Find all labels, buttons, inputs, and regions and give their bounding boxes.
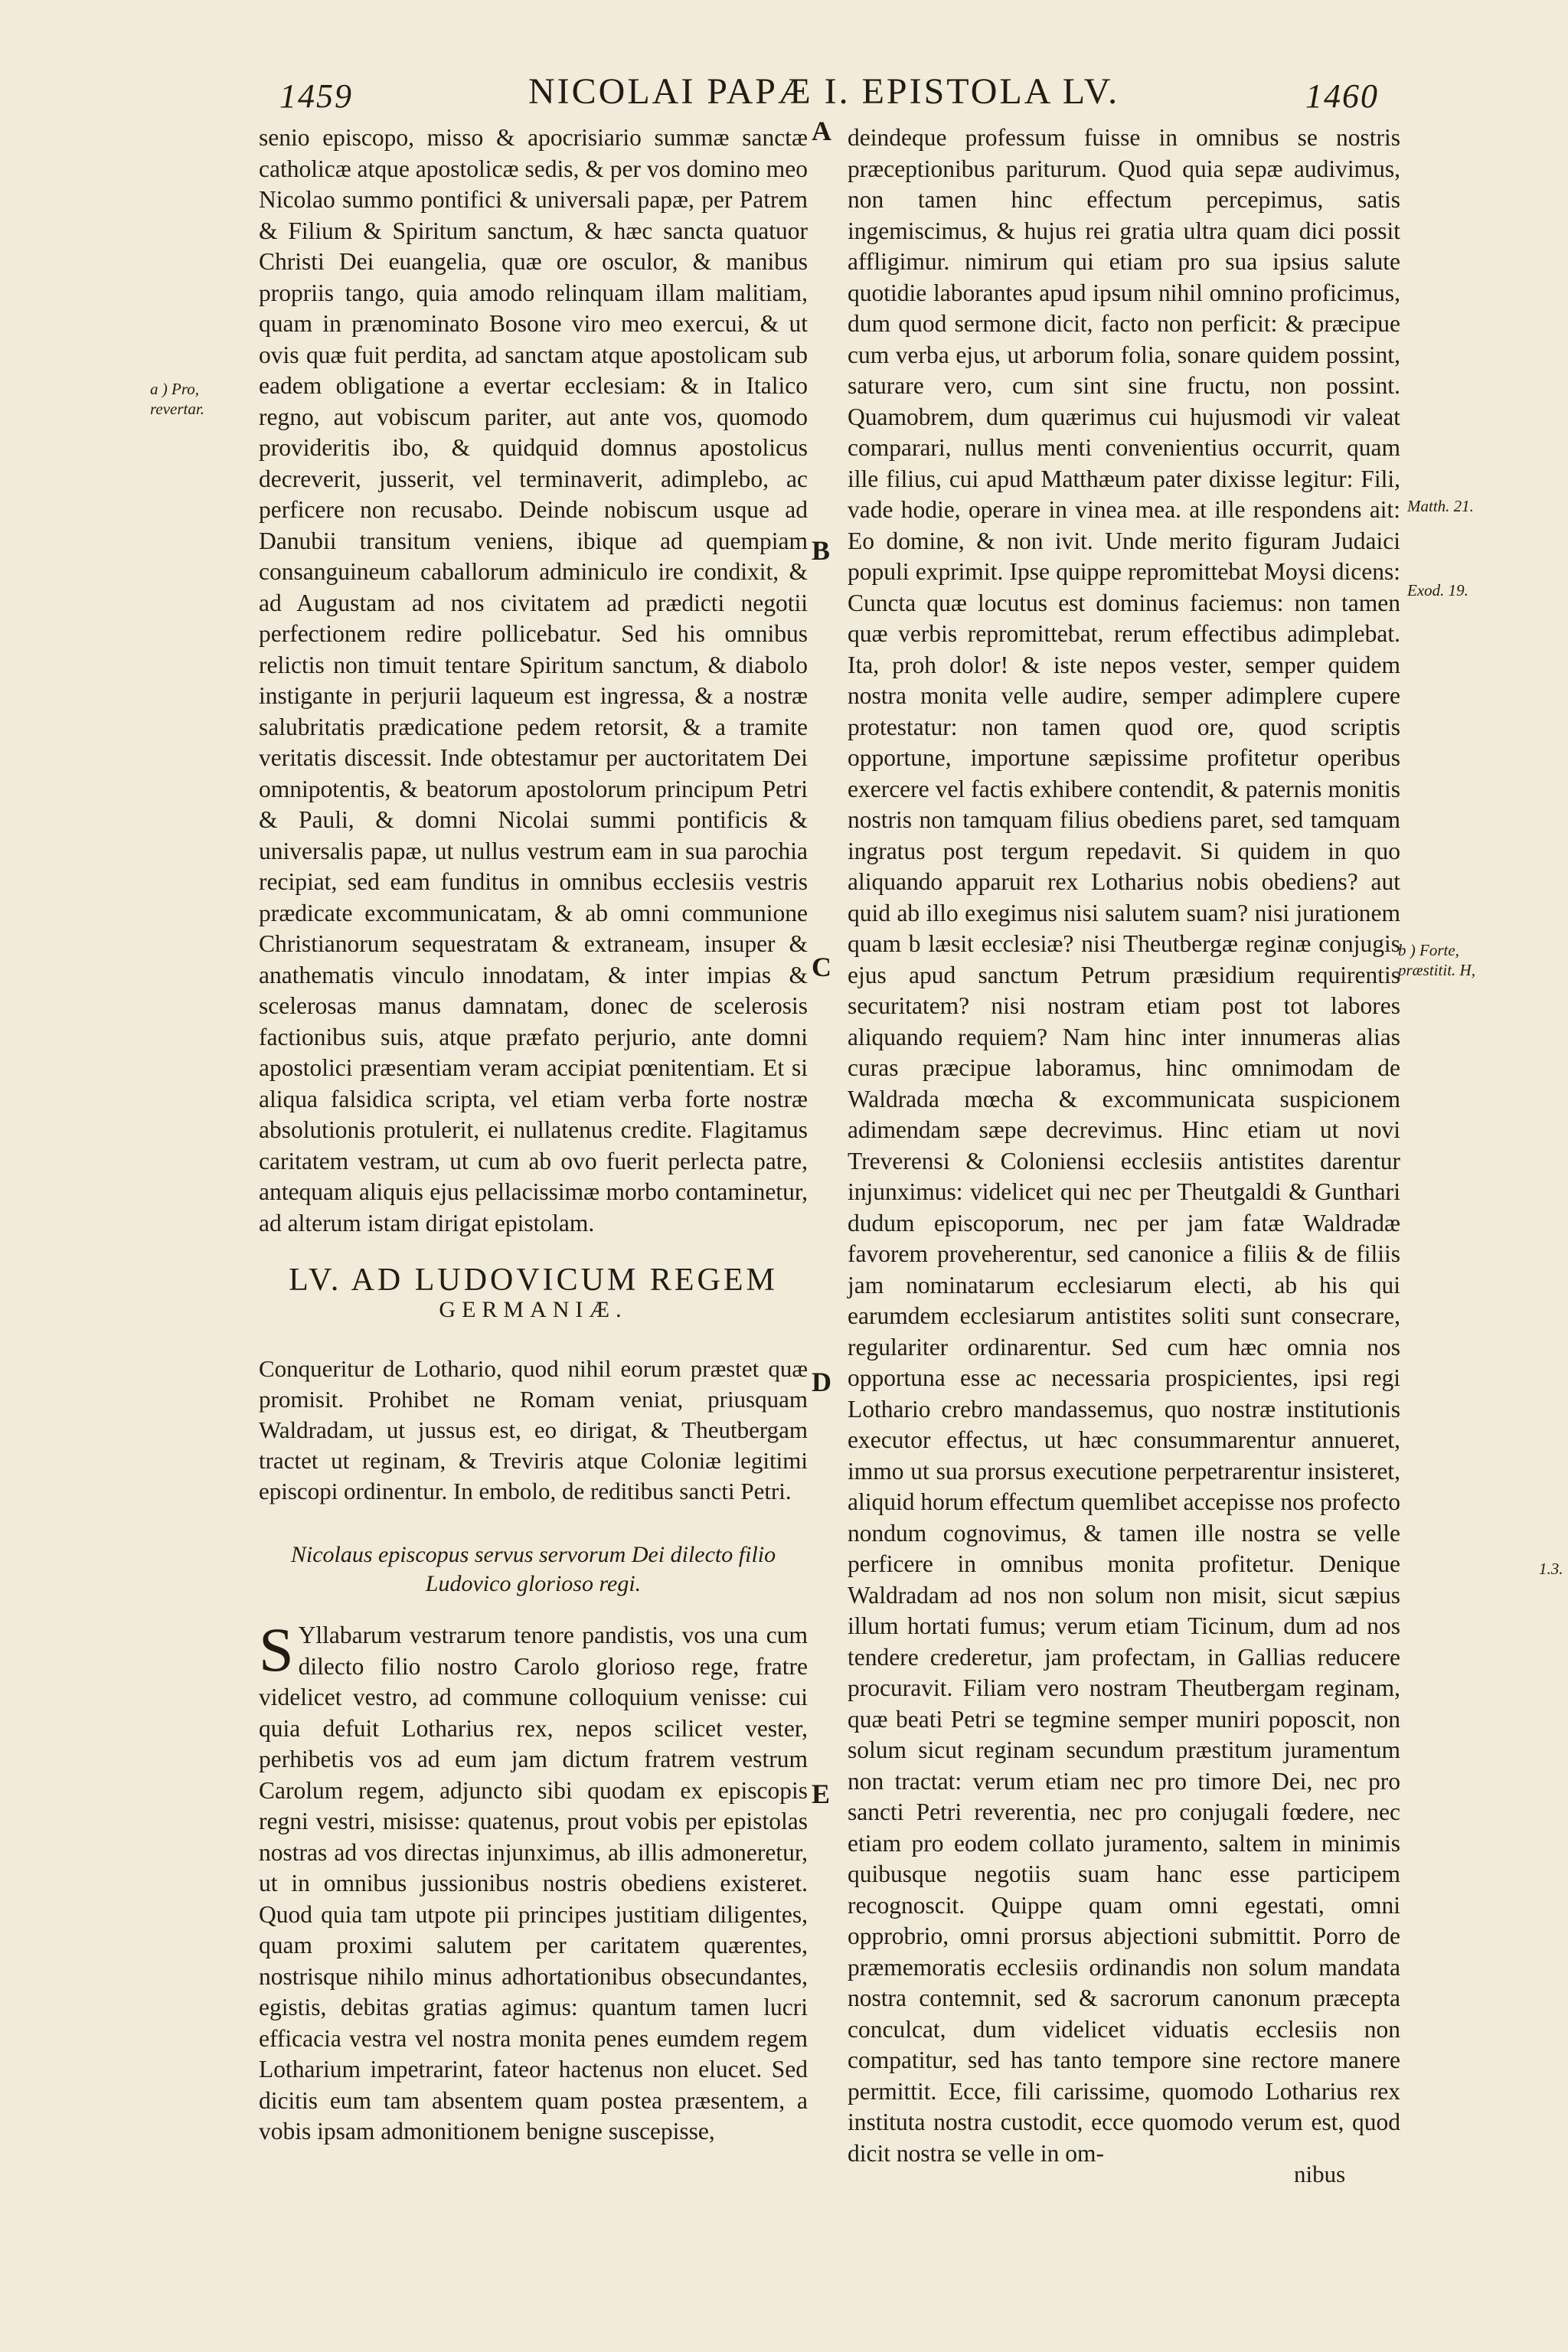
letter-body [259, 1615, 808, 2148]
right-column-paragraph: deindeque professum fuisse in omnibus se nostris præceptionibus pariturum. Quod quia sepæ audivimus, non tamen hinc effectum percepimus, satis ingemiscimus, & hujus rei gratia ultra quam dici possit affligimur. nimirum qui etiam pro sua ipsius salute quotidie laborantes apud ipsum nihil omnino proficimus, dum quod sermone dicit, facto non perficit: & præcipue cum verba ejus, ut arborum folia, sonare quidem possint, saturare vero, cum sint sine fructu, non possint. Quamobrem, dum quærimus cui hujusmodi vir valeat comparari, nullus menti convenientius occurrit, quam ille filius, cui apud Matthæum pater dixisse legitur: Fili, vade hodie, operare in vinea mea. at ille respondens ait: Eo domine, & non ivit. Unde merito figuram Judaici populi exprimit. Ipse quippe repromittebat Moysi dicens: Cuncta quæ locutus est dominus faciemus: non tamen quæ verbis repromittebat, rerum effectibus adimplebat. Ita, proh dolor! & iste nepos vester, semper quidem nostra monita velle audire, semper adimplere cupere protestatur: non tamen quod ore, quod scriptis opportune, importune sæpissime profitetur operibus exercere vel factis exhibere contendit, & paternis monitis nostris non tamquam filius obediens paret, sed tamquam ingratus post tergum repedavit. Si quidem in quo aliquando apparuit rex Lotharius nobis obediens? aut quid ab illo exegimus nisi salutem suam? nisi jurationem quam b læsit ecclesiæ? nisi Theutbergæ reginæ conjugis ejus apud sanctum Petrum præsidium requirentis securitatem? nisi nostram etiam post tot labores aliquando requiem? Nam hinc inter innumeras alias curas præcipue laboramus, hinc omnimodam de Waldrada mœcha & excommunicata suspicionem adimendam sæpe decrevimus. Hinc etiam ut novi Treverensi & Coloniensi ecclesiis antistites darentur injunximus: videlicet qui nec per Theutgaldi & Gunthari dudum episcoporum, nec per jam fatæ Waldradæ favorem proveherentur, sed canonice a filiis & de filiis jam nominatarum ecclesiarum electi, ab his qui earumdem ecclesiarum antistites soliti sunt consecrare, regulariter ordinarentur. Sed cum hæc omnia nos opportuna esse ac necessaria prospicientes, ipsi regi Lothario crebro mandassemus, quo nostræ institutionis executor effectus, ut hæc consummarentur annueret, immo ut sua prorsus executione perpetrarentur insisteret, aliquid horum effectum quemlibet accepisse nos profecto nondum cognovimus, & tamen ille nostra se velle perficere in omnibus monita profitetur. Denique Waldradam ad nos non solum non misit, sicut sæpius illum hortati fumus; verum etiam Ticinum, dum ad nos tendere crederetur, jam profectam, in Gallias reducere procuravit. Filiam vero nostram Theutbergam reginam, quæ beati Petri se tegmine semper muniri poposcit, non solum sicut reginam secundum præstitum juramentum non tractat: verum etiam nec pro timore Dei, nec pro sancti Petri reverentia, nec pro conjugali fœdere, nec etiam pro eodem collato juramento, saltem in minimis quibusque negotiis suam hanc esse participem recognoscit. Quippe quam omni egestati, omni opprobrio, omni prorsus abjectioni submittit. Porro de præmemoratis ecclesiis ordinandis non solum mandata nostra contemnit, sed & sacrorum canonum præcepta conculcat, dum videlicet viduatis ecclesiis non compatitur, sed has tanto tempore sine rectore manere permittit. Ecce, fili carissime, quomodo Lotharius rex instituta nostra custodit, ecce quomodo verum est, quod dicit nostra se velle in om- [848, 124, 1400, 2167]
margin-letter-a: A [812, 116, 831, 146]
left-column-paragraph: senio episcopo, misso & apocrisiario summæ sanctæ catholicæ atque apostolicæ sedis, & per vos domino meo Nicolao summo pontifici & universali papæ, per Patrem & Filium & Spiritum sanctum, & hæc sancta quatuor Christi Dei euangelia, quæ ore osculor, & manibus propriis tango, quia amodo relinquam illam malitiam, quam in prænominato Bosone viro meo exercui, & ut ovis quæ fuit perdita, ad sanctam atque apostolicam sub eadem obligatione a evertar ecclesiam: & in Italico regno, aut vobiscum pariter, aut ante vos, quomodo provideritis ibo, & quidquid domnus apostolicus decreverit, jusserit, vel terminaverit, adimplebo, ac perficere non recusabo. Deinde nobiscum usque ad Danubii transitum veniens, ibique ad quempiam consanguineum caballorum adminiculo ire condixit, & ad Augustam ad nos civitatem ad prædicti negotii perfectionem redire pollicebatur. Sed his omnibus relictis non timuit tentare Spiritum sanctum, & diabolo instigante in perjurii laqueum est ingressa, & a nostræ salubritatis prædicatione pedem retorsit, & a tramite veritatis discessit. Inde obtestamur per auctoritatem Dei omnipotentis, & beatorum apostolorum principum Petri & Pauli, & domni Nicolai summi pontificis & universalis papæ, ut nullus vestrum eam in sua parochia recipiat, sed eam funditus in omnibus ecclesiis vestris prædicate excommunicatam, & ab omni communione Christianorum sequestratam & extraneam, insuper & anathematis vinculo innodatam, & inter impias & scelerosas manus damnatam, donec de scelerosis factionibus suis, atque præfato perjurio, ante domni apostolici præsentiam veram accipiat pœnitentiam. Et si aliqua falsidica scripta, vel etiam verba forte nostræ absolutionis protulerit, ei nullatenus credite. Flagitamus caritatem vestram, ut cum ab ovo fuerit perlecta patre, antequam aliquis ejus pellacissimæ morbo contaminetur, ad alterum istam dirigat epistolam. [259, 124, 808, 1236]
page-number-right: 1460 [1305, 77, 1379, 115]
right-column-text [848, 122, 1400, 2169]
section-title: LV. AD LUDOVICUM REGEM [289, 1263, 778, 1298]
drop-cap: S [259, 1615, 294, 1684]
margin-letter-c: C [812, 952, 831, 982]
margin-note-matth: Matth. 21. [1407, 497, 1474, 515]
margin-note-exod: Exod. 19. [1407, 581, 1468, 599]
section-subtitle: GERMANIÆ. [439, 1297, 628, 1322]
letter-body-text: Yllabarum vestrarum tenore pandistis, vos una cum dilecto filio nostro Carolo glorioso rege, fratre videlicet vestro, ad commune colloquium venisse: cui quia defuit Lotharius rex, nepos scilicet vester, perhibetis vos ad eum jam dictum fratrem vestrum Carolum regem, adjuncto sibi quodam ex episcopis regni vestri, misisse: quatenus, prout vobis per epistolas nostras ad vos directas injunximus, ab illis admoneretur, ut in omnibus jussionibus nostris obediens existeret. Quod quia tam utpote pii principes justitiam diligentes, quam proximi salutem per caritatem quærentes, nostrisque nihilo minus adhortationibus obsecundantes, egistis, debitas gratias agimus: quantum tamen lucri efficacia vestra vel nostra monita penes eumdem regem Lotharium impetrarint, fateor hactenus non elucet. Sed dicitis eum tam absentem quam postea præsentem, a vobis ipsam admonitionem benigne suscepisse, [259, 1622, 808, 2145]
section-summary: Conqueritur de Lothario, quod nihil eorum præstet quæ promisit. Prohibet ne Romam veniat, priusquam Waldradam, ut jussus est, eo dirigat, & Theutbergam tractet ut reginam, & Treviris atque Coloniæ legitimi episcopi ordinentur. In embolo, de reditibus sancti Petri. [259, 1355, 808, 1504]
margin-note-edge: 1.3. [1539, 1560, 1563, 1578]
margin-letter-e: E [812, 1779, 831, 1809]
salutation: Nicolaus episcopus servus servorum Dei dilecto filio Ludovico glorioso regi. [290, 1542, 776, 1596]
margin-note-a: a ) Pro, revertar. [150, 380, 204, 418]
page-number-left: 1459 [279, 77, 353, 115]
margin-letter-b: B [812, 535, 831, 566]
left-column-text [259, 122, 808, 1239]
margin-note-b: b ) Forte, præstitit. H, [1398, 941, 1475, 979]
catchword: nibus [1294, 2161, 1346, 2187]
margin-letter-d: D [812, 1367, 831, 1397]
running-title: NICOLAI PAPÆ I. EPISTOLA LV. [528, 71, 1120, 112]
